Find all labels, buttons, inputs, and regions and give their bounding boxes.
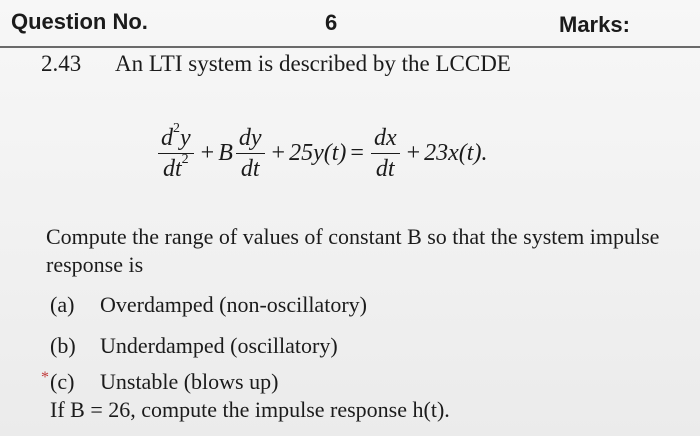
asterisk-mark: * xyxy=(41,369,49,386)
t2-num: dy xyxy=(238,124,262,151)
impulse-response-question: If B = 26, compute the impulse response h(t). xyxy=(50,397,450,422)
item-label: (a) xyxy=(50,292,75,317)
t1-num-sup: 2 xyxy=(173,120,180,136)
header-divider xyxy=(0,46,700,48)
problem-number: 2.43 xyxy=(41,51,82,76)
t1-den-sup: 2 xyxy=(181,151,189,167)
question-label: Question No. xyxy=(11,9,148,34)
t2-den: dt xyxy=(240,155,260,182)
first-derivative-fraction xyxy=(236,126,265,181)
item-label: (b) xyxy=(50,333,76,358)
list-item xyxy=(41,369,279,395)
plus-sign: + xyxy=(271,139,286,166)
item-text: Underdamped (oscillatory) xyxy=(100,333,338,358)
second-derivative-fraction xyxy=(158,120,194,182)
item-text: Overdamped (non-oscillatory) xyxy=(100,292,367,317)
input-derivative-fraction xyxy=(371,126,400,181)
plus-sign: + xyxy=(406,139,421,166)
question-number: 6 xyxy=(325,10,338,35)
equals-sign: = xyxy=(350,139,364,166)
plus-sign: + xyxy=(200,139,215,166)
t1-den: dt xyxy=(162,155,182,182)
term-25y: 25y(t) xyxy=(289,139,347,166)
list-item xyxy=(50,333,338,359)
question-header xyxy=(0,0,700,46)
t1-num-d: d xyxy=(161,124,173,151)
list-item xyxy=(50,292,367,318)
lccde-equation xyxy=(155,111,487,195)
item-label: (c) xyxy=(50,369,75,394)
term-23x: 23x(t). xyxy=(424,139,488,166)
coefficient-b: B xyxy=(218,139,233,166)
item-text: Unstable (blows up) xyxy=(100,369,279,394)
problem-intro xyxy=(41,51,511,77)
t4-num: dx xyxy=(373,124,397,151)
question-prompt: Compute the range of values of constant B so that the system impulse response is xyxy=(46,224,660,277)
t4-den: dt xyxy=(375,155,395,182)
t1-num-var: y xyxy=(180,124,191,151)
problem-intro-text: An LTI system is described by the LCCDE xyxy=(115,51,511,76)
marks-label: Marks: xyxy=(559,12,630,37)
